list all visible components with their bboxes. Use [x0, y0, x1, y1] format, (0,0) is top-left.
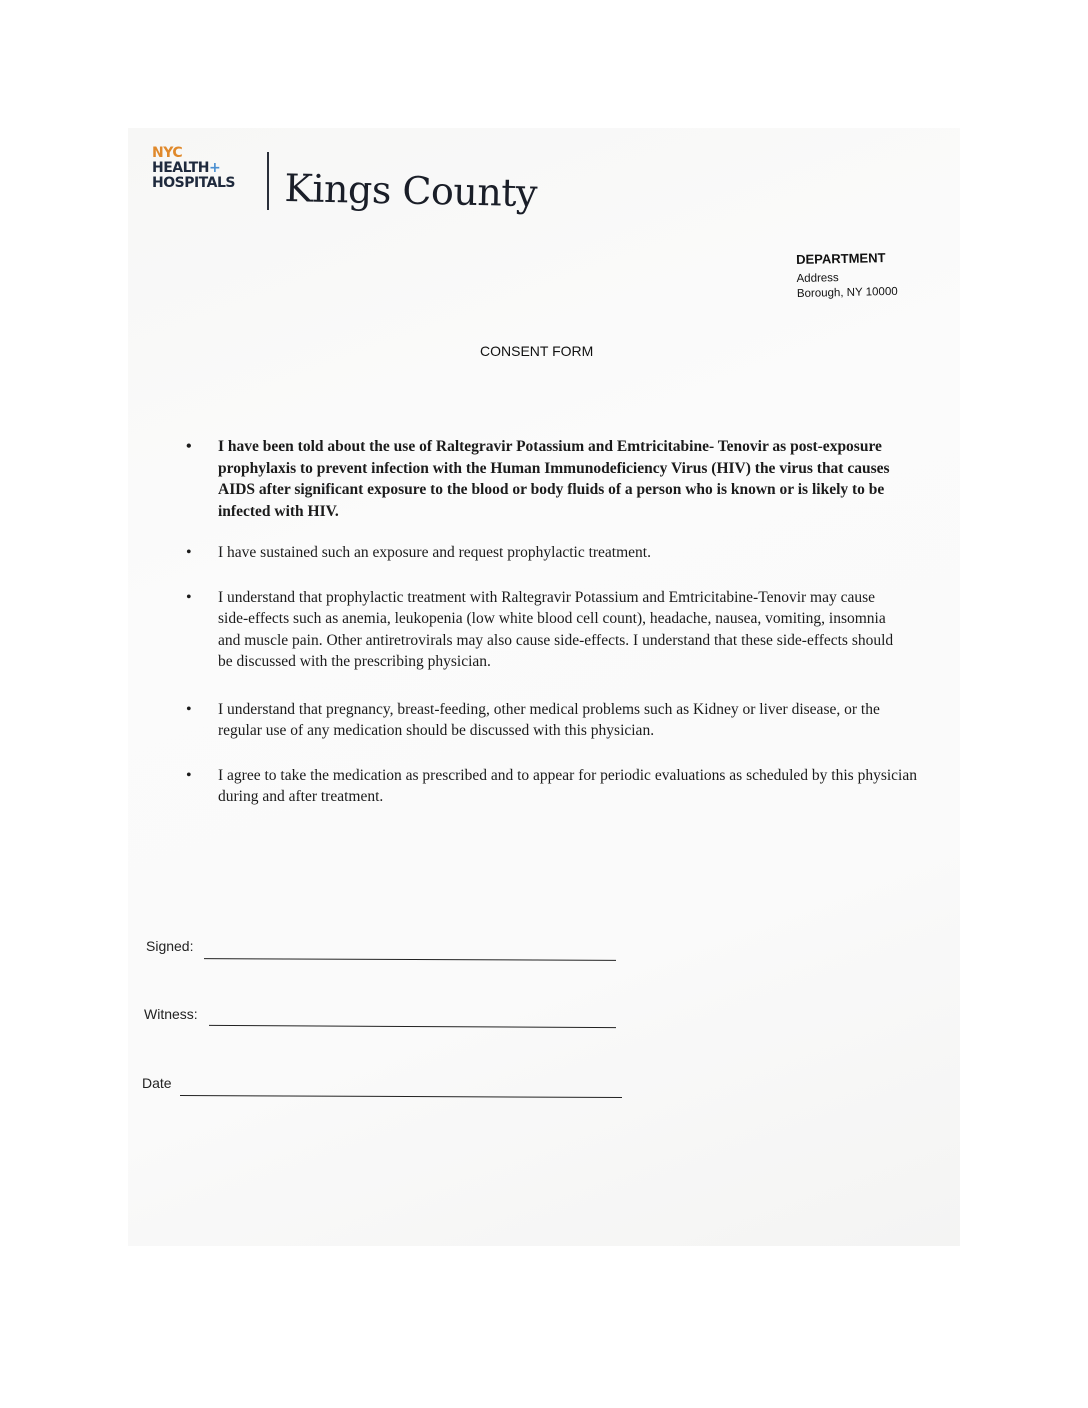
consent-statement-1: • I have been told about the use of Raltegravir Potassium and Emtricitabine- Tenovir as post-exposure prophylaxis to prevent infection with the Human Immunodeficiency Virus (HIV) the virus that causes AIDS after significant exposure to the blood or body fluids of a person who is known or is likely to be infected with HIV.	[180, 436, 908, 522]
witness-label: Witness:	[144, 1006, 198, 1022]
department-city: Borough, NY 10000	[796, 285, 898, 300]
facility-name: Kings County	[284, 166, 538, 216]
logo-health-text: HEALTH	[152, 160, 209, 176]
signed-label: Signed:	[146, 938, 194, 954]
date-label: Date	[142, 1075, 172, 1091]
logo-nyc-text: NYC	[152, 145, 183, 161]
consent-statement-3: • I understand that prophylactic treatment with Raltegravir Potassium and Emtricitabine-Tenovir may cause side-effects such as anemia, leukopenia (low white blood cell count), headache, nausea, vomiting, insomnia and muscle pain. Other antiretrovirals may also cause side-effects. I understand that these side-effects should be discussed with the prescribing physician.	[180, 587, 898, 673]
logo-hospitals-text: HOSPITALS	[152, 175, 235, 191]
consent-statements	[180, 436, 940, 808]
department-address-block	[796, 250, 898, 302]
consent-statement-2: • I have sustained such an exposure and request prophylactic treatment.	[180, 542, 940, 564]
logo-health-row	[152, 161, 235, 176]
form-title: CONSENT FORM	[480, 343, 594, 359]
logo-plus-icon: +	[209, 160, 221, 176]
logo-divider	[267, 152, 269, 210]
consent-statement-5: • I agree to take the medication as prescribed and to appear for periodic evaluations as scheduled by this physician during and after treatment.	[180, 765, 958, 808]
department-address: Address	[796, 272, 839, 285]
consent-statement-4: • I understand that pregnancy, breast-feeding, other medical problems such as Kidney or liver disease, or the regular use of any medication should be discussed with this physician.	[180, 699, 918, 742]
department-title: DEPARTMENT	[796, 250, 886, 267]
nyc-health-hospitals-logo	[152, 146, 235, 191]
